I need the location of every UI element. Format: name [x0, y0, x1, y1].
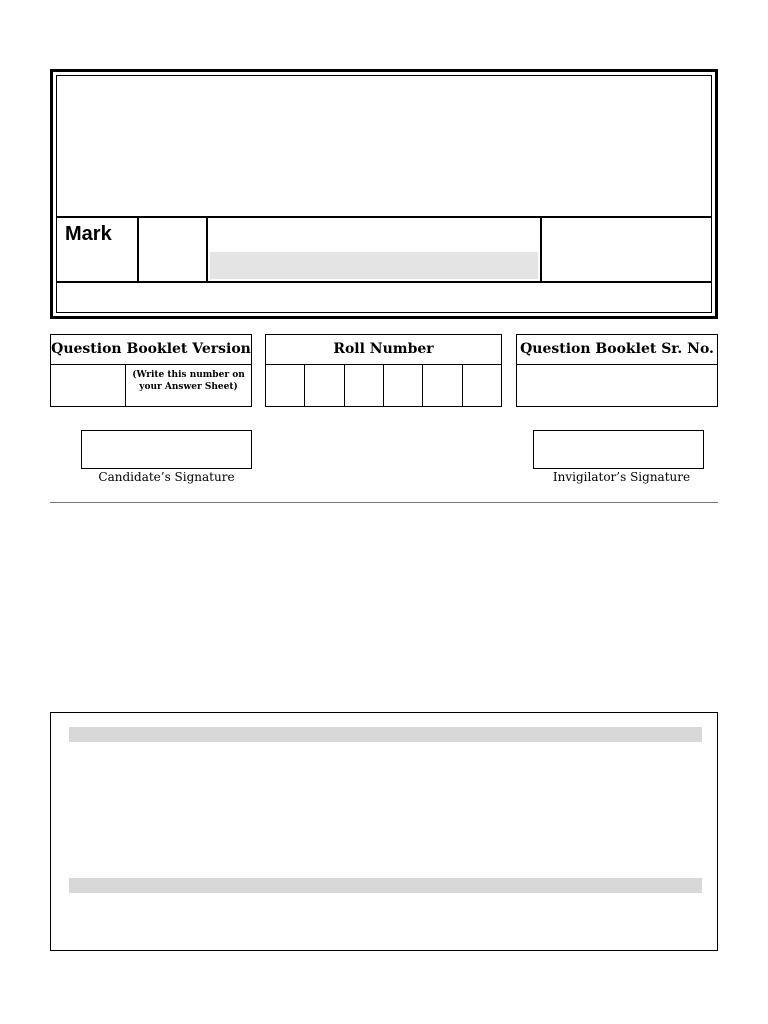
roll-number-title: Roll Number: [266, 335, 501, 365]
instructions-box: [50, 712, 718, 951]
booklet-version-note-line2: your Answer Sheet): [139, 382, 238, 392]
mark-row: [57, 216, 711, 283]
mark-label: Mark: [57, 218, 139, 281]
booklet-serial-title: Question Booklet Sr. No.: [517, 335, 717, 365]
roll-number-digit-6[interactable]: [463, 365, 501, 406]
booklet-serial-box: [516, 334, 718, 407]
booklet-version-note: [126, 369, 251, 393]
instructions-bar-top: [69, 727, 702, 742]
invigilator-signature-field[interactable]: [533, 430, 704, 469]
booklet-version-box: [50, 334, 252, 407]
mark-wide-cell[interactable]: [208, 218, 542, 281]
mark-value-cell[interactable]: [139, 218, 208, 281]
candidate-signature-label: Candidate’s Signature: [98, 470, 235, 484]
roll-number-digit-5[interactable]: [423, 365, 462, 406]
roll-number-box: [265, 334, 502, 407]
instructions-bar-bottom: [69, 878, 702, 893]
header-box: [50, 69, 718, 319]
roll-number-digit-2[interactable]: [305, 365, 344, 406]
header-inner-frame: [56, 75, 712, 313]
mark-shaded-field: [210, 252, 538, 279]
booklet-version-title: Question Booklet Version: [51, 335, 251, 365]
roll-number-digit-1[interactable]: [266, 365, 305, 406]
mark-right-cell[interactable]: [542, 218, 711, 281]
invigilator-signature-label: Invigilator’s Signature: [552, 470, 691, 484]
roll-number-digit-3[interactable]: [345, 365, 384, 406]
section-divider: [50, 502, 718, 503]
booklet-version-note-line1: (Write this number on: [132, 370, 245, 380]
roll-number-digit-4[interactable]: [384, 365, 423, 406]
candidate-signature-field[interactable]: [81, 430, 252, 469]
booklet-version-field[interactable]: [51, 365, 126, 406]
roll-number-cells: [266, 365, 501, 406]
